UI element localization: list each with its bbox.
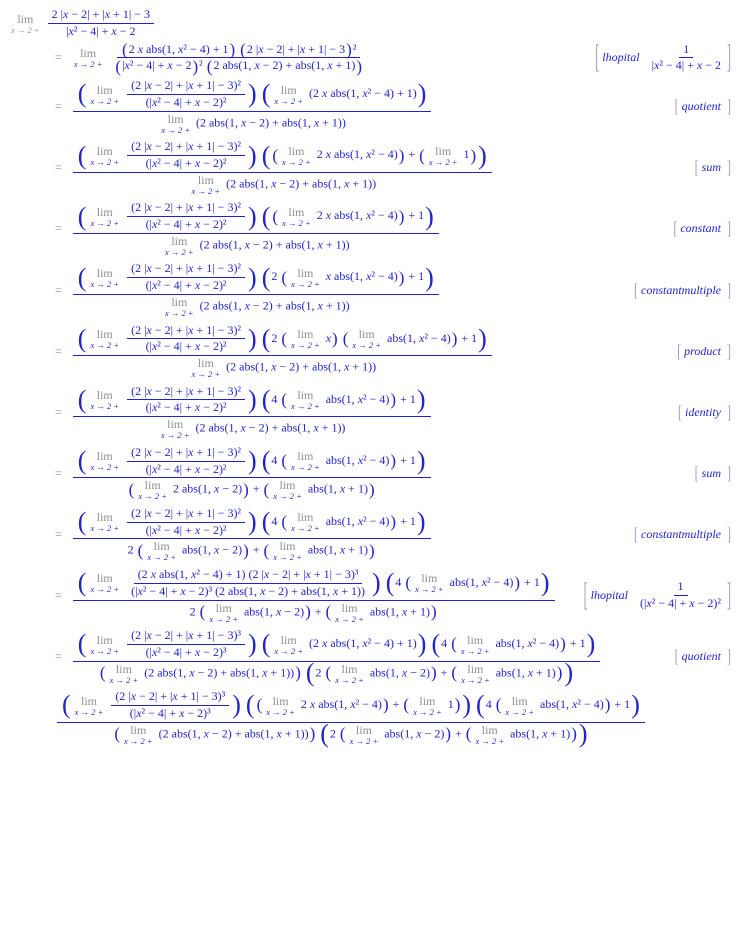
math-expression: lim x → 2 + $\frac{2 |x - 2| + |x + 1| - 3}{\text{|x² − 4| + x − 2}}$ (8, 15, 156, 29)
step-row (8, 568, 736, 623)
rule-open-bracket: [ (677, 339, 682, 361)
rule-open-bracket: [ (634, 278, 638, 300)
rule-expression: $\frac{1}{\text{|x² − 4| + x − 2}}$ (651, 41, 721, 73)
rule-annotation (673, 217, 736, 239)
step-row (8, 446, 736, 501)
rule-close-bracket: ] (727, 400, 731, 422)
rule-label: constantmultiple (641, 282, 721, 297)
step-left (8, 507, 433, 562)
rule-annotation (634, 278, 736, 300)
step-row (8, 507, 736, 562)
rule-annotation (677, 339, 736, 361)
rule-label: lhopital (602, 50, 640, 65)
rule-label: product (684, 343, 721, 358)
step-left (8, 628, 602, 688)
rule-open-bracket: [ (694, 462, 699, 484)
rule-label: sum (701, 465, 721, 480)
step-expression: ( lim x → 2 + $\frac{\text{(2 |x − 2| + |x + 1| − 3)²}}{\text{(|x² − 4| + x − 2)²}}$ ) (4 ( lim x → 2 + abs(1, x² − 4)) + 1) 2 ( lim x → 2 + abs(1, x − 2)) + ( lim x → 2 + abs(1, x + 1)) (71, 507, 433, 562)
rule-annotation (694, 156, 736, 178)
step-left (8, 385, 433, 440)
rule-close-bracket: ] (727, 462, 731, 484)
rule-close-bracket: ] (727, 523, 731, 545)
rule-label: quotient (681, 649, 721, 664)
equals-sign: = (55, 99, 62, 114)
rule-annotation (678, 400, 736, 422)
rule-close-bracket: ] (727, 278, 731, 300)
step-row (8, 262, 736, 317)
step-row (8, 385, 736, 440)
step-expression: lim x → 2 + (2 x abs(1, x² − 4) + 1) (2 |x − 2| + |x + 1| − 3)² (|x² − 4| + x − 2)² (2 abs(1, x − 2) + abs(1, x + 1)) (73, 39, 363, 76)
original-limit-expression (8, 8, 736, 39)
rule-open-bracket: [ (595, 37, 600, 76)
solution-steps (8, 37, 736, 749)
step-left (8, 140, 494, 195)
rule-annotation (634, 523, 736, 545)
step-left (8, 262, 441, 317)
step-row (8, 689, 736, 749)
step-row (8, 201, 736, 256)
rule-open-bracket: [ (674, 95, 679, 117)
equals-sign: = (55, 160, 62, 175)
rule-annotation (694, 462, 736, 484)
equals-sign: = (55, 343, 62, 358)
rule-annotation (674, 95, 736, 117)
rule-label: identity (685, 404, 721, 419)
step-expression: ( lim x → 2 + $\frac{\text{(2 |x − 2| + |x + 1| − 3)²}}{\text{(|x² − 4| + x − 2)²}}$ ) ( ( lim x → 2 + 2 x abs(1, x² − 4)) + ( lim x → 2 + 1)) lim x → 2 + (2 abs(1, x − 2) + abs(1, x + 1)) (71, 140, 494, 195)
rule-open-bracket: [ (678, 400, 682, 422)
rule-close-bracket: ] (727, 95, 731, 117)
step-left (8, 446, 433, 501)
rule-open-bracket: [ (674, 645, 679, 667)
step-expression: ( lim x → 2 + $\frac{\text{(2 |x − 2| + |x + 1| − 3)²}}{\text{(|x² − 4| + x − 2)²}}$ ) ( lim x → 2 + (2 x abs(1, x² − 4) + 1)) lim x → 2 + (2 abs(1, x − 2) + abs(1, x + 1)) (71, 79, 434, 134)
rule-open-bracket: [ (673, 217, 678, 239)
step-expression: ( lim x → 2 + $\frac{\text{(2 |x − 2| + |x + 1| − 3)³}}{\text{(|x² − 4| + x − 2)³}}$ ) ( lim x → 2 + (2 x abs(1, x² − 4) + 1)) (4 ( lim x → 2 + abs(1, x² − 4)) + 1) ( lim x → 2 + (2 abs(1, x − 2) + abs(1, x + 1))) (2 ( lim x → 2 + abs(1, x − 2)) + ( lim x → 2 + abs(1, x + 1))) (71, 629, 603, 684)
step-left (8, 324, 494, 379)
step-row (8, 79, 736, 134)
equals-sign: = (55, 526, 62, 541)
step-expression: ( lim x → 2 + $\frac{\text{(2 |x − 2| + |x + 1| − 3)³}}{\text{(|x² − 4| + x − 2)³}}$ ) ( ( lim x → 2 + 2 x abs(1, x² − 4)) + ( lim x → 2 + 1)) (4 ( lim x → 2 + abs(1, x² − 4)) + 1) ( lim x → 2 + (2 abs(1, x − 2) + abs(1, x + 1))) (2 ( lim x → 2 + abs(1, x − 2)) + ( lim x → 2 + abs(1, x + 1))) (55, 690, 647, 745)
step-left (8, 201, 441, 256)
equals-sign: = (55, 282, 62, 297)
step-row (8, 324, 736, 379)
step-row (8, 628, 736, 688)
rule-label: constant (680, 221, 721, 236)
equals-sign: = (55, 50, 62, 65)
step-expression: ( lim x → 2 + (2 x abs(1, x² − 4) + 1) (2 |x − 2| + |x + 1| − 3)³ (|x² − 4| + x − 2)³ (2 abs(1, x − 2) + abs(1, x + 1)) ) (4 ( lim x → 2 + abs(1, x² − 4)) + 1) 2 ( lim x → 2 + abs(1, x − 2)) + ( lim x → 2 + abs(1, x + 1)) (71, 568, 557, 623)
rule-close-bracket: ] (727, 37, 731, 76)
step-left (8, 39, 369, 76)
rule-close-bracket: ] (727, 339, 731, 361)
equals-sign: = (55, 465, 62, 480)
equals-sign: = (55, 587, 62, 602)
step-expression: ( lim x → 2 + $\frac{\text{(2 |x − 2| + |x + 1| − 3)²}}{\text{(|x² − 4| + x − 2)²}}$ ) (2 ( lim x → 2 + x) ( lim x → 2 + abs(1, x² − 4)) + 1) lim x → 2 + (2 abs(1, x − 2) + abs(1, x + 1)) (71, 324, 494, 379)
step-row (8, 140, 736, 195)
rule-label: constantmultiple (641, 526, 721, 541)
rule-label: lhopital (590, 587, 629, 602)
rule-annotation (595, 37, 736, 76)
rule-close-bracket: ] (727, 217, 731, 239)
step-expression: ( lim x → 2 + $\frac{\text{(2 |x − 2| + |x + 1| − 3)²}}{\text{(|x² − 4| + x − 2)²}}$ ) (4 ( lim x → 2 + abs(1, x² − 4)) + 1) lim x → 2 + (2 abs(1, x − 2) + abs(1, x + 1)) (71, 385, 433, 440)
rule-close-bracket: ] (727, 645, 731, 667)
rule-open-bracket: [ (583, 575, 588, 614)
rule-close-bracket: ] (727, 575, 731, 614)
step-expression: ( lim x → 2 + $\frac{\text{(2 |x − 2| + |x + 1| − 3)²}}{\text{(|x² − 4| + x − 2)²}}$ ) (4 ( lim x → 2 + abs(1, x² − 4)) + 1) ( lim x → 2 + 2 abs(1, x − 2)) + ( lim x → 2 + abs(1, x + 1)) (71, 446, 433, 501)
step-left (8, 689, 647, 749)
rule-annotation (674, 645, 736, 667)
equals-sign: = (55, 649, 62, 664)
rule-open-bracket: [ (634, 523, 638, 545)
rule-label: quotient (681, 99, 721, 114)
rule-expression: $\frac{1}{\text{(|x² − 4| + x − 2)²}}$ (640, 579, 721, 610)
step-left (8, 568, 557, 623)
rule-annotation (583, 575, 736, 614)
step-expression: ( lim x → 2 + $\frac{\text{(2 |x − 2| + |x + 1| − 3)²}}{\text{(|x² − 4| + x − 2)²}}$ ) (2 ( lim x → 2 + x abs(1, x² − 4)) + 1) lim x → 2 + (2 abs(1, x − 2) + abs(1, x + 1)) (71, 262, 441, 317)
rule-close-bracket: ] (727, 156, 731, 178)
rule-label: sum (701, 160, 721, 175)
rule-open-bracket: [ (694, 156, 699, 178)
step-left (8, 79, 433, 134)
equals-sign: = (55, 221, 62, 236)
step-row (8, 37, 736, 76)
step-expression: ( lim x → 2 + $\frac{\text{(2 |x − 2| + |x + 1| − 3)²}}{\text{(|x² − 4| + x − 2)²}}$ ) ( ( lim x → 2 + 2 x abs(1, x² − 4)) + 1) lim x → 2 + (2 abs(1, x − 2) + abs(1, x + 1)) (71, 201, 441, 256)
equals-sign: = (55, 404, 62, 419)
